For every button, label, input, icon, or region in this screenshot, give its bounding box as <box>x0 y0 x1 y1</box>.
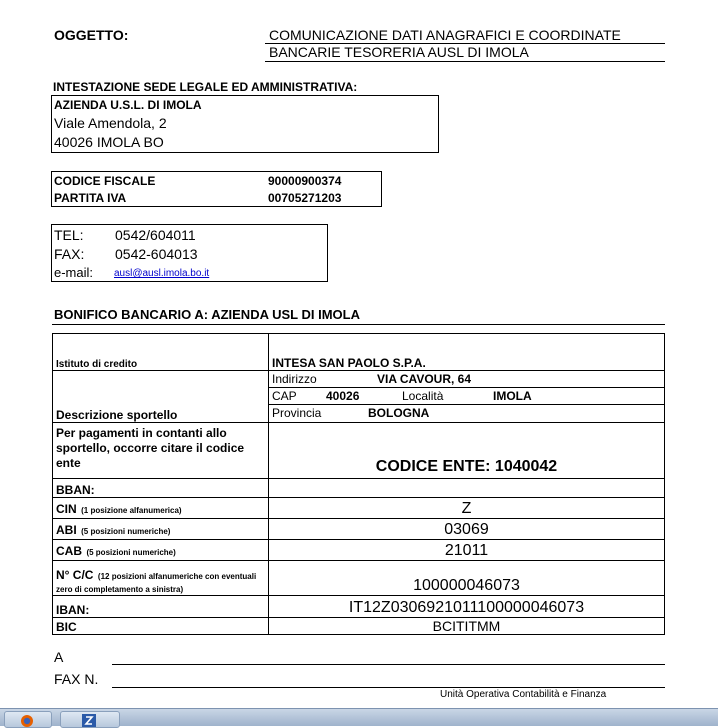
cab-note: (5 posizioni numeriche) <box>86 548 176 557</box>
tel-label: TEL: <box>54 227 84 243</box>
address-box <box>51 95 439 153</box>
indirizzo-label: Indirizzo <box>272 372 317 386</box>
taskbar-button-firefox[interactable] <box>4 711 52 728</box>
sportello-label: Descrizione sportello <box>53 371 269 423</box>
table-row <box>53 334 665 371</box>
cf-value: 90000900374 <box>268 174 342 188</box>
table-row <box>53 479 665 498</box>
fax-label: FAX: <box>54 246 85 262</box>
a-label: A <box>54 649 64 665</box>
cin-note: (1 posizione alfanumerica) <box>81 506 182 515</box>
indirizzo-row <box>269 371 664 388</box>
sede-header: INTESTAZIONE SEDE LEGALE ED AMMINISTRATIVA: <box>53 80 358 94</box>
codice-ente: CODICE ENTE: 1040042 <box>269 423 665 479</box>
tel-value: 0542/604011 <box>115 227 196 243</box>
abi-note: (5 posizioni numeriche) <box>81 527 171 536</box>
piva-label: PARTITA IVA <box>54 191 127 205</box>
iban-label: IBAN: <box>53 596 269 618</box>
a-line[interactable] <box>112 664 665 665</box>
provincia-label: Provincia <box>272 406 322 420</box>
cap-label: CAP <box>272 389 297 403</box>
cin-label: CIN <box>56 502 77 516</box>
fax-n-line[interactable] <box>112 687 665 688</box>
table-row <box>53 540 665 561</box>
istituto-label: Istituto di credito <box>53 334 269 371</box>
divider <box>52 324 665 325</box>
iban-value: IT12Z0306921011100000046073 <box>269 596 665 618</box>
contacts-box <box>51 224 328 282</box>
bic-label: BIC <box>53 618 269 635</box>
cab-value: 21011 <box>269 540 665 561</box>
table-row <box>53 596 665 618</box>
street: Viale Amendola, 2 <box>54 115 167 131</box>
taskbar-button-document[interactable] <box>60 711 120 728</box>
contanti-label: Per pagamenti in contanti allo sportello, occorre citare il codice ente <box>53 423 269 479</box>
abi-value: 03069 <box>269 519 665 540</box>
fax-value: 0542-604013 <box>115 246 198 262</box>
fax-n-label: FAX N. <box>54 671 99 687</box>
cab-label: CAB <box>56 544 82 558</box>
localita-value: IMOLA <box>493 389 532 403</box>
cc-value: 100000046073 <box>269 561 665 596</box>
cap-value: 40026 <box>326 389 360 403</box>
bban-empty <box>269 479 665 498</box>
abi-label: ABI <box>56 523 77 537</box>
indirizzo-value: VIA CAVOUR, 64 <box>377 372 472 386</box>
divider <box>265 61 665 62</box>
unit-label: Unità Operativa Contabilità e Finanza <box>440 689 607 700</box>
taskbar <box>0 708 718 726</box>
table-row <box>53 498 665 519</box>
subject-line-2: BANCARIE TESORERIA AUSL DI IMOLA <box>269 44 529 60</box>
fiscal-box <box>51 171 382 207</box>
table-row <box>53 519 665 540</box>
bank-table <box>52 333 665 635</box>
cc-label: N° C/C <box>56 568 94 582</box>
cin-value: Z <box>269 498 665 519</box>
cc-note: (12 posizioni alfanumeriche con eventuali zero di completamento a sinistra) <box>56 572 257 594</box>
org-name: AZIENDA U.S.L. DI IMOLA <box>54 98 202 112</box>
email-label: e-mail: <box>54 265 94 280</box>
bonifico-title: BONIFICO BANCARIO A: AZIENDA USL DI IMOLA <box>54 307 360 322</box>
table-row <box>53 618 665 635</box>
istituto-value: INTESA SAN PAOLO S.P.A. <box>269 334 665 371</box>
table-row <box>53 371 665 423</box>
localita-label: Località <box>402 389 444 403</box>
cf-label: CODICE FISCALE <box>54 174 156 188</box>
city: 40026 IMOLA BO <box>54 134 164 150</box>
subject-line-1: COMUNICAZIONE DATI ANAGRAFICI E COORDINATE <box>269 27 621 43</box>
table-row <box>53 561 665 596</box>
email-link[interactable]: ausl@ausl.imola.bo.it <box>114 268 210 279</box>
piva-value: 00705271203 <box>268 191 342 205</box>
table-row <box>53 423 665 479</box>
provincia-value: BOLOGNA <box>368 406 430 420</box>
provincia-row <box>269 405 664 422</box>
cap-row <box>269 388 664 405</box>
bban-label: BBAN: <box>53 479 269 498</box>
subject-label: OGGETTO: <box>54 27 129 43</box>
bic-value: BCITITMM <box>269 618 665 635</box>
